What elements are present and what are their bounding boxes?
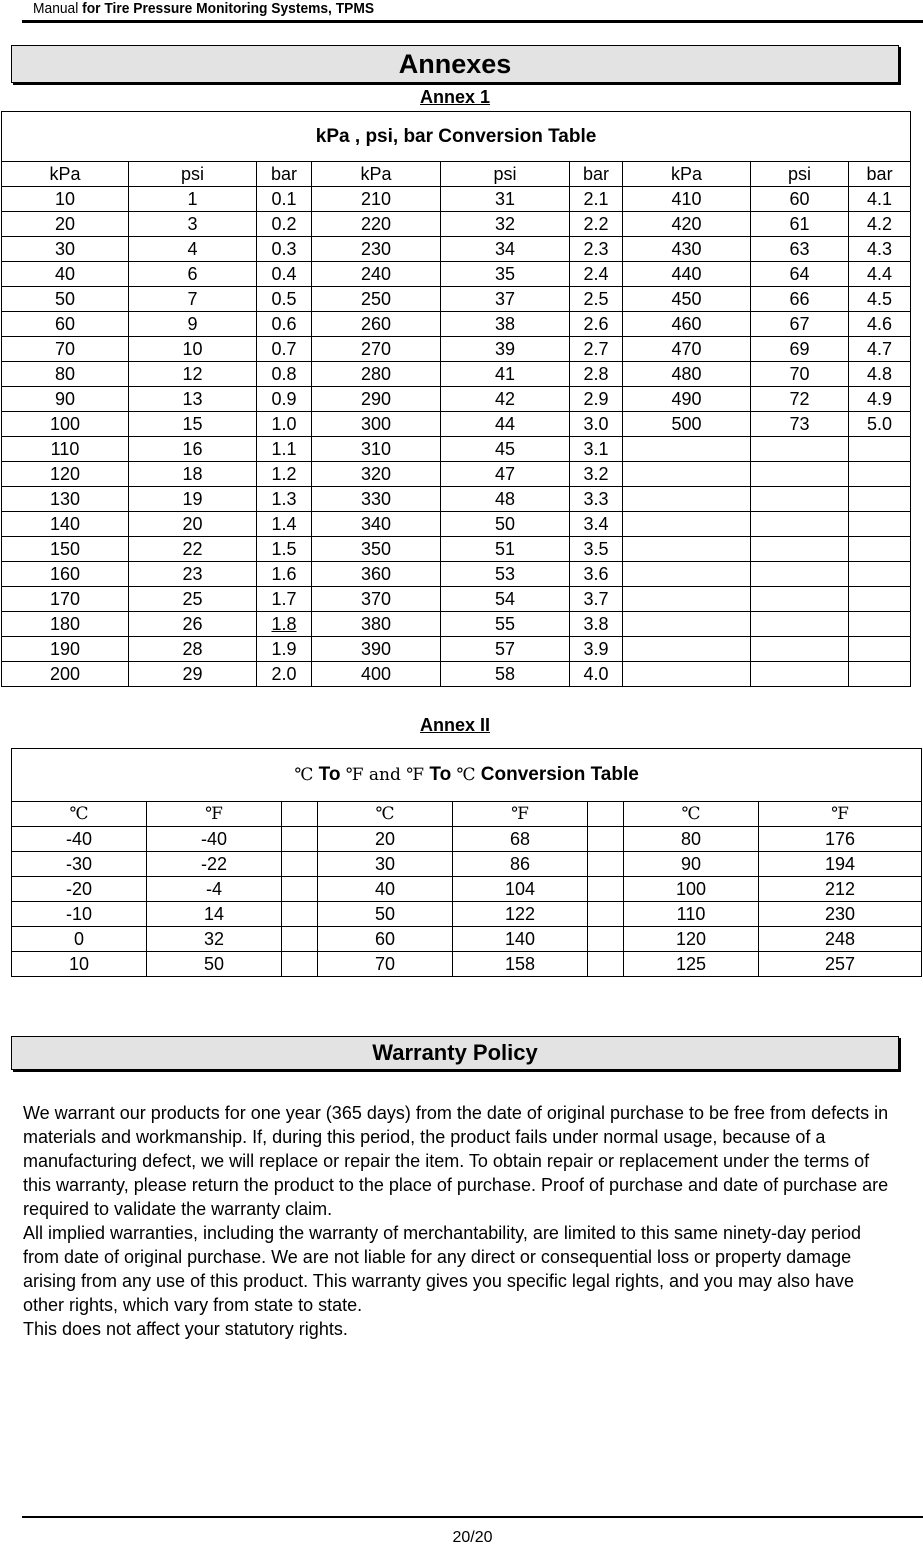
table-cell: 90 [2, 387, 129, 412]
table-row [2, 337, 911, 362]
table-cell: 194 [759, 852, 922, 877]
table-cell: 3.8 [570, 612, 623, 637]
table-cell: 320 [312, 462, 441, 487]
table-cell: 210 [312, 187, 441, 212]
table-cell: 230 [759, 902, 922, 927]
column-header: kPa [312, 162, 441, 187]
table-cell [282, 852, 318, 877]
table-cell [849, 637, 911, 662]
table-cell [282, 952, 318, 977]
table-cell: -20 [12, 877, 147, 902]
table-cell: 0.7 [257, 337, 312, 362]
column-header: ℃ [624, 802, 759, 827]
table-cell: 1.4 [257, 512, 312, 537]
pressure-table-caption: kPa , psi, bar Conversion Table [2, 112, 911, 162]
running-header [22, 0, 851, 20]
table-cell: 69 [751, 337, 849, 362]
table-cell: 13 [129, 387, 257, 412]
table-cell: 4.9 [849, 387, 911, 412]
table-cell: 41 [441, 362, 570, 387]
table-cell [751, 637, 849, 662]
table-cell: 1.6 [257, 562, 312, 587]
table-cell: 40 [2, 262, 129, 287]
table-cell: 122 [453, 902, 588, 927]
table-cell: 480 [623, 362, 751, 387]
column-header: bar [849, 162, 911, 187]
temperature-conversion-table [11, 748, 922, 977]
table-cell: 260 [312, 312, 441, 337]
table-cell: 500 [623, 412, 751, 437]
table-cell [849, 612, 911, 637]
table-cell: 2.0 [257, 662, 312, 687]
table-cell [751, 562, 849, 587]
table-cell: 45 [441, 437, 570, 462]
table-cell: 2.4 [570, 262, 623, 287]
table-cell: 25 [129, 587, 257, 612]
table-row [2, 587, 911, 612]
table-cell: 170 [2, 587, 129, 612]
table-cell: 47 [441, 462, 570, 487]
table-cell: 380 [312, 612, 441, 637]
table-cell: 110 [624, 902, 759, 927]
table-cell: 57 [441, 637, 570, 662]
column-header: ℉ [147, 802, 282, 827]
table-cell: 29 [129, 662, 257, 687]
table-cell [623, 637, 751, 662]
table-row [2, 487, 911, 512]
table-cell: 420 [623, 212, 751, 237]
table-cell: 270 [312, 337, 441, 362]
table-cell [623, 537, 751, 562]
table-cell [623, 512, 751, 537]
temperature-table-caption [12, 749, 922, 802]
table-cell: -40 [12, 827, 147, 852]
table-cell: -30 [12, 852, 147, 877]
table-cell: 310 [312, 437, 441, 462]
table-cell: 1.5 [257, 537, 312, 562]
table-cell: 158 [453, 952, 588, 977]
annex2-title [0, 715, 910, 735]
table-row [2, 362, 911, 387]
table-cell: 3.6 [570, 562, 623, 587]
table-cell: 50 [2, 287, 129, 312]
table-cell: 80 [2, 362, 129, 387]
table-cell: 32 [147, 927, 282, 952]
table-cell: 12 [129, 362, 257, 387]
table-row [2, 212, 911, 237]
table-row [12, 852, 922, 877]
table-cell: 1.9 [257, 637, 312, 662]
table-cell [623, 587, 751, 612]
table-cell: 4.4 [849, 262, 911, 287]
table-cell: 250 [312, 287, 441, 312]
column-header: bar [257, 162, 312, 187]
table-cell: 58 [441, 662, 570, 687]
table-cell: 2.1 [570, 187, 623, 212]
warranty-banner: Warranty Policy [11, 1036, 899, 1070]
table-row [12, 827, 922, 852]
warranty-text [23, 1101, 893, 1341]
table-cell: 86 [453, 852, 588, 877]
table-cell: 220 [312, 212, 441, 237]
table-cell: 490 [623, 387, 751, 412]
caption-rest: Conversion Table [475, 764, 639, 785]
table-cell: 230 [312, 237, 441, 262]
table-cell: 48 [441, 487, 570, 512]
table-cell: 104 [453, 877, 588, 902]
table-cell: 400 [312, 662, 441, 687]
table-cell: 44 [441, 412, 570, 437]
pressure-conversion-table [1, 111, 911, 687]
table-cell [623, 487, 751, 512]
table-cell [751, 612, 849, 637]
table-cell: 4.6 [849, 312, 911, 337]
table-cell: 0.3 [257, 237, 312, 262]
table-cell: 240 [312, 262, 441, 287]
table-cell: 72 [751, 387, 849, 412]
column-header: psi [441, 162, 570, 187]
table-cell: 450 [623, 287, 751, 312]
table-cell: -40 [147, 827, 282, 852]
table-cell: 20 [2, 212, 129, 237]
annexes-banner: Annexes [11, 45, 899, 83]
table-cell: 37 [441, 287, 570, 312]
table-cell: 64 [751, 262, 849, 287]
table-cell: 10 [129, 337, 257, 362]
table-cell [849, 487, 911, 512]
table-cell: 32 [441, 212, 570, 237]
table-cell: 53 [441, 562, 570, 587]
table-cell: 430 [623, 237, 751, 262]
table-row [2, 512, 911, 537]
table-cell: 125 [624, 952, 759, 977]
table-cell: 1.8 [257, 612, 312, 637]
table-cell: 23 [129, 562, 257, 587]
table-cell [751, 587, 849, 612]
table-cell [849, 562, 911, 587]
table-row [12, 877, 922, 902]
table-cell: 50 [147, 952, 282, 977]
table-cell [623, 662, 751, 687]
table-cell: 4.8 [849, 362, 911, 387]
table-cell: -22 [147, 852, 282, 877]
table-cell: 290 [312, 387, 441, 412]
table-cell: 100 [624, 877, 759, 902]
table-cell: 390 [312, 637, 441, 662]
table-cell: 110 [2, 437, 129, 462]
table-cell: 212 [759, 877, 922, 902]
table-cell: 28 [129, 637, 257, 662]
table-cell: 6 [129, 262, 257, 287]
table-cell: 22 [129, 537, 257, 562]
table-cell: 31 [441, 187, 570, 212]
table-cell: 50 [441, 512, 570, 537]
table-cell: 40 [318, 877, 453, 902]
table-cell: 66 [751, 287, 849, 312]
table-cell: 0.9 [257, 387, 312, 412]
table-cell: 4.5 [849, 287, 911, 312]
table-cell: 0.6 [257, 312, 312, 337]
table-cell [588, 927, 624, 952]
table-cell: 300 [312, 412, 441, 437]
table-cell: 4.7 [849, 337, 911, 362]
table-cell: 14 [147, 902, 282, 927]
table-cell [751, 512, 849, 537]
table-cell: 140 [453, 927, 588, 952]
table-cell: 70 [751, 362, 849, 387]
table-cell: 3.0 [570, 412, 623, 437]
table-cell: 180 [2, 612, 129, 637]
table-cell [751, 487, 849, 512]
table-row [2, 287, 911, 312]
table-cell: 370 [312, 587, 441, 612]
table-cell: 460 [623, 312, 751, 337]
column-header: ℉ [453, 802, 588, 827]
table-cell: 30 [2, 237, 129, 262]
table-cell: 130 [2, 487, 129, 512]
table-cell: 30 [318, 852, 453, 877]
table-cell: 4.3 [849, 237, 911, 262]
table-cell [588, 952, 624, 977]
table-cell: 61 [751, 212, 849, 237]
table-cell: 34 [441, 237, 570, 262]
table-cell [588, 852, 624, 877]
table-cell: 176 [759, 827, 922, 852]
table-cell: 257 [759, 952, 922, 977]
table-cell: 60 [318, 927, 453, 952]
table-row [2, 412, 911, 437]
annex2-title-text: Annex II [419, 715, 490, 735]
table-cell: 50 [318, 902, 453, 927]
table-cell: 200 [2, 662, 129, 687]
table-cell: 20 [129, 512, 257, 537]
table-cell: 140 [2, 512, 129, 537]
column-header: kPa [623, 162, 751, 187]
table-cell: 3.7 [570, 587, 623, 612]
table-row [2, 237, 911, 262]
table-cell: -4 [147, 877, 282, 902]
table-cell: 1.2 [257, 462, 312, 487]
table-row [2, 312, 911, 337]
table-cell [588, 827, 624, 852]
page-number: 20/20 [452, 1529, 493, 1546]
table-cell: 360 [312, 562, 441, 587]
table-row [2, 437, 911, 462]
table-row [2, 637, 911, 662]
table-cell: 150 [2, 537, 129, 562]
table-cell: 2.9 [570, 387, 623, 412]
table-cell: 35 [441, 262, 570, 287]
table-cell: 1 [129, 187, 257, 212]
table-cell: 70 [2, 337, 129, 362]
table-row [2, 662, 911, 687]
header-rule [22, 20, 923, 23]
table-cell: 26 [129, 612, 257, 637]
table-cell: 280 [312, 362, 441, 387]
header-title: for Tire Pressure Monitoring Systems, TPMS [82, 0, 375, 17]
column-header: psi [129, 162, 257, 187]
table-cell: 350 [312, 537, 441, 562]
warranty-paragraph: This does not affect your statutory rights. [23, 1319, 348, 1339]
table-cell: 3.2 [570, 462, 623, 487]
table-cell [588, 902, 624, 927]
column-header: bar [570, 162, 623, 187]
table-cell [588, 877, 624, 902]
table-cell: 9 [129, 312, 257, 337]
table-row [12, 902, 922, 927]
table-cell: 1.7 [257, 587, 312, 612]
table-cell [282, 827, 318, 852]
table-cell: 4.0 [570, 662, 623, 687]
table-cell: 60 [751, 187, 849, 212]
table-cell [849, 462, 911, 487]
table-cell: 2.5 [570, 287, 623, 312]
table-cell: 70 [318, 952, 453, 977]
table-row [2, 612, 911, 637]
table-cell: 2.6 [570, 312, 623, 337]
celsius-symbol: ℃ [294, 765, 314, 785]
table-cell: -10 [12, 902, 147, 927]
table-cell: 5.0 [849, 412, 911, 437]
table-cell: 68 [453, 827, 588, 852]
table-cell: 0.4 [257, 262, 312, 287]
table-cell: 38 [441, 312, 570, 337]
column-header: kPa [2, 162, 129, 187]
annex1-title [0, 87, 910, 107]
table-row [2, 387, 911, 412]
table-cell: 340 [312, 512, 441, 537]
header-prefix: Manual [33, 0, 79, 17]
table-row [2, 262, 911, 287]
warranty-paragraph: We warrant our products for one year (365 days) from the date of original purchase to be free from defects in materials and workmanship. If, during this period, the product fails under normal usage, because of a manufacturing defect, we will replace or repair the item. To obtain repair or replacement under the terms of this warranty, please return the product to the place of purchase. Proof of purchase and date of purchase are required to validate the warranty claim. [23, 1103, 889, 1219]
table-cell: 1.0 [257, 412, 312, 437]
table-cell [849, 512, 911, 537]
table-cell [282, 902, 318, 927]
table-cell: 3.3 [570, 487, 623, 512]
table-cell: 19 [129, 487, 257, 512]
table-cell [751, 462, 849, 487]
table-cell: 470 [623, 337, 751, 362]
table-cell: 0.8 [257, 362, 312, 387]
fahrenheit-symbol: ℉ [345, 765, 364, 785]
table-cell: 1.1 [257, 437, 312, 462]
table-cell [282, 927, 318, 952]
table-cell [751, 537, 849, 562]
table-cell [849, 587, 911, 612]
table-cell: 16 [129, 437, 257, 462]
table-cell [623, 462, 751, 487]
column-header: ℃ [318, 802, 453, 827]
table-cell: 160 [2, 562, 129, 587]
table-cell: 190 [2, 637, 129, 662]
table-cell: 63 [751, 237, 849, 262]
table-cell: 55 [441, 612, 570, 637]
table-cell [623, 437, 751, 462]
table-cell: 4.2 [849, 212, 911, 237]
table-cell [623, 562, 751, 587]
table-cell: 7 [129, 287, 257, 312]
table-cell: 20 [318, 827, 453, 852]
table-cell: 3.9 [570, 637, 623, 662]
table-cell: 80 [624, 827, 759, 852]
table-row [12, 927, 922, 952]
table-cell: 10 [12, 952, 147, 977]
table-cell: 73 [751, 412, 849, 437]
caption-to: To [424, 764, 457, 785]
table-cell: 54 [441, 587, 570, 612]
table-cell: 4 [129, 237, 257, 262]
column-header: ℃ [12, 802, 147, 827]
table-cell: 120 [624, 927, 759, 952]
table-row [2, 462, 911, 487]
table-cell: 60 [2, 312, 129, 337]
table-cell: 0 [12, 927, 147, 952]
table-cell: 440 [623, 262, 751, 287]
table-cell [751, 662, 849, 687]
table-cell: 0.5 [257, 287, 312, 312]
table-cell: 120 [2, 462, 129, 487]
table-cell: 0.2 [257, 212, 312, 237]
table-cell: 330 [312, 487, 441, 512]
column-header [588, 802, 624, 827]
table-cell [623, 612, 751, 637]
warranty-paragraph: All implied warranties, including the warranty of merchantability, are limited to this same ninety-day period from date of original purchase. We are not liable for any direct or consequential loss or property damage arising from any use of this product. This warranty gives you specific legal rights, and you may also have other rights, which vary from state to state. [23, 1223, 862, 1315]
table-cell: 4.1 [849, 187, 911, 212]
table-cell: 3.5 [570, 537, 623, 562]
caption-and: and [363, 765, 407, 785]
column-header [282, 802, 318, 827]
table-cell: 410 [623, 187, 751, 212]
table-cell [849, 437, 911, 462]
table-cell: 90 [624, 852, 759, 877]
celsius-symbol: ℃ [456, 765, 476, 785]
table-cell: 2.8 [570, 362, 623, 387]
table-cell: 15 [129, 412, 257, 437]
table-cell: 10 [2, 187, 129, 212]
table-row [12, 952, 922, 977]
table-cell [849, 537, 911, 562]
table-cell [282, 877, 318, 902]
table-cell: 1.3 [257, 487, 312, 512]
table-cell: 3 [129, 212, 257, 237]
table-cell: 0.1 [257, 187, 312, 212]
table-row [2, 562, 911, 587]
table-cell: 67 [751, 312, 849, 337]
column-header: psi [751, 162, 849, 187]
table-cell: 18 [129, 462, 257, 487]
footer-rule [22, 1516, 923, 1518]
table-cell: 100 [2, 412, 129, 437]
table-cell [849, 662, 911, 687]
table-row [2, 187, 911, 212]
table-cell: 42 [441, 387, 570, 412]
table-cell: 2.2 [570, 212, 623, 237]
table-cell [751, 437, 849, 462]
table-cell: 39 [441, 337, 570, 362]
table-cell: 3.4 [570, 512, 623, 537]
table-cell: 2.7 [570, 337, 623, 362]
annex1-title-text: Annex 1 [419, 87, 491, 107]
fahrenheit-symbol: ℉ [406, 765, 425, 785]
table-cell: 51 [441, 537, 570, 562]
table-cell: 2.3 [570, 237, 623, 262]
table-cell: 248 [759, 927, 922, 952]
column-header: ℉ [759, 802, 922, 827]
table-cell: 3.1 [570, 437, 623, 462]
caption-to: To [313, 764, 346, 785]
table-row [2, 537, 911, 562]
